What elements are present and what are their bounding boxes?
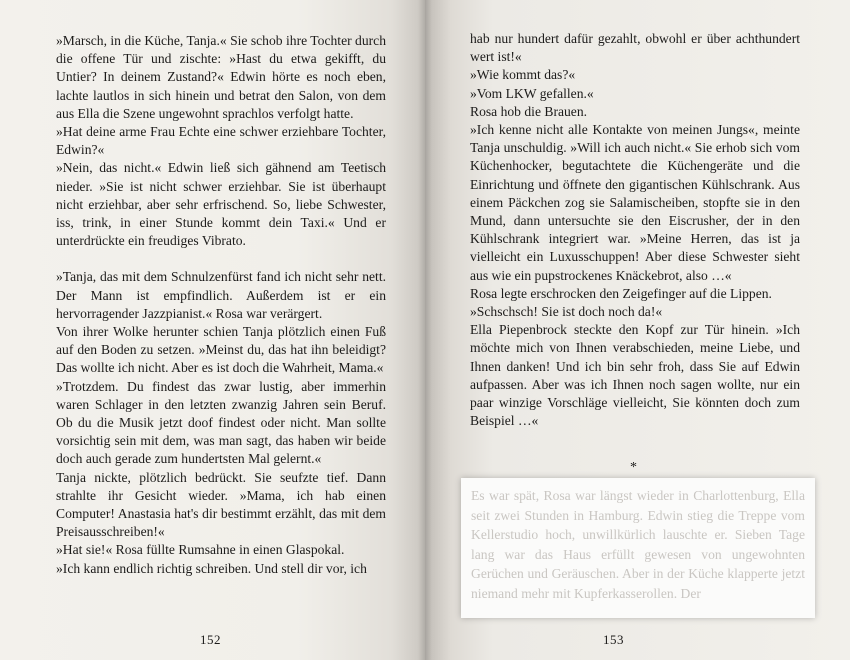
left-page-text xyxy=(56,32,386,578)
right-page xyxy=(425,0,850,660)
page-number-right: 153 xyxy=(603,632,624,647)
paragraph: Tanja nickte, plötzlich bedrückt. Sie seufzte tief. Dann strahlte ihr Gesicht wieder. »Mama, ich hab einen Computer! Anastasia hat's dir bestimmt erzählt, das mit dem Preisausschreiben!« xyxy=(56,469,386,540)
paragraph: Rosa legte erschrocken den Zeigefinger auf die Lippen. xyxy=(470,285,772,301)
paragraph: »Hat deine arme Frau Echte eine schwer erziehbare Tochter, Edwin?« xyxy=(56,124,386,158)
paragraph: »Nein, das nicht.« Edwin ließ sich gähnend am Teetisch nieder. »Sie ist nicht schwer erziehbar. Sie ist überhaupt nicht erziehbar, aber sehr erfrischend. So, liebe Schwester, iss, trink, in einer Stunde kommt dein Taxi.« Und er unterdrückte ein freudiges Vibrato. xyxy=(56,160,386,249)
paragraph: »Wie kommt das?« xyxy=(470,67,576,83)
paragraph: »Ich kann endlich richtig schreiben. Und stell dir vor, ich xyxy=(56,560,367,576)
paragraph: »Marsch, in die Küche, Tanja.« Sie schob ihre Tochter durch die offene Tür und zischte: »Hast du etwa gekifft, du Untier? In deinem Zustand?« Edwin hörte es noch eben, lachte lautlos in sich hinein und betrat den Salon, von dem aus Ella die Szene ungewohnt sprachlos verfolgt hatte. xyxy=(56,33,386,121)
paragraph: hab nur hundert dafür gezahlt, obwohl er über achthundert wert ist!« xyxy=(470,31,800,65)
paragraph: »Ich kenne nicht alle Kontakte von meinen Jungs«, meinte Tanja unschuldig. »Will ich auch nicht.« Sie erhob sich vom Küchenhocker, begutachtete die Küchengeräte und die Einrichtung und öffnete den gigantischen Kühlschrank. Aus einem Päckchen zog sie Salamischeiben, stopfte sie in den Mund, dann untersuchte sie den Eiscrusher, der in den Kühlschrank integriert war. »Meine Herren, das ist ja vielleicht ein Luxusschuppen! Aber diese Schwester sieht aus wie ein pupstrockenes Knäckebrot, also …« xyxy=(470,122,800,283)
paragraph: Rosa hob die Brauen. xyxy=(470,103,588,119)
right-page-text xyxy=(470,30,800,430)
faded-paragraph: Es war spät, Rosa war längst wieder in Charlottenburg, Ella seit zwei Stunden in Hamburg. Edwin stieg die Treppe vom Kellerstudio hoch, unwillkürlich lauschte er. Sieben Tage lang war das Haus erfüllt gewesen von ungewohnten Gerüchen und Geräuschen. Aber in der Küche klapperte jetzt niemand mehr mit Kupferkasserollen. Der xyxy=(471,488,805,601)
paragraph: Ella Piepenbrock steckte den Kopf zur Tür hinein. »Ich möchte mich von Ihnen verabschieden, meine Liebe, und Ihnen danken! Und ich bin sehr froh, dass Sie auf Edwin aufpassen. Aber was ich Ihnen noch sagen wollte, nur ein paar winzige Vorschläge vielleicht, Sie könnten doch zum Beispiel …« xyxy=(470,322,800,429)
faded-text-box xyxy=(461,478,815,618)
paragraph: »Tanja, das mit dem Schnulzenfürst fand ich nicht sehr nett. Der Mann ist empfindlich. Außerdem ist er ein hervorragender Jazzpianist.« Rosa war verärgert. xyxy=(56,269,386,321)
paragraph: »Vom LKW gefallen.« xyxy=(470,85,594,101)
paragraph: Von ihrer Wolke herunter schien Tanja plötzlich einen Fuß auf den Boden zu setzen. »Meinst du, das hat ihn beleidigt? Das wollte ich nicht. Aber es ist doch die Wahrheit, Mama.« xyxy=(56,324,386,376)
page-number-left: 152 xyxy=(200,632,221,647)
section-break: * xyxy=(630,460,637,475)
paragraph: »Trotzdem. Du findest das zwar lustig, aber immerhin waren Schlager in den letzten zwanzig Jahren sein Beruf. Ob du die Musik jetzt doof findest oder nicht. Man sollte vorsichtig sein mit dem, was man sagt, das haben wir beide doch auch gerade zum hundertsten Mal gelernt.« xyxy=(56,378,386,467)
paragraph: »Schschsch! Sie ist doch noch da!« xyxy=(470,304,663,320)
paragraph: »Hat sie!« Rosa füllte Rumsahne in einen Glaspokal. xyxy=(56,542,345,558)
